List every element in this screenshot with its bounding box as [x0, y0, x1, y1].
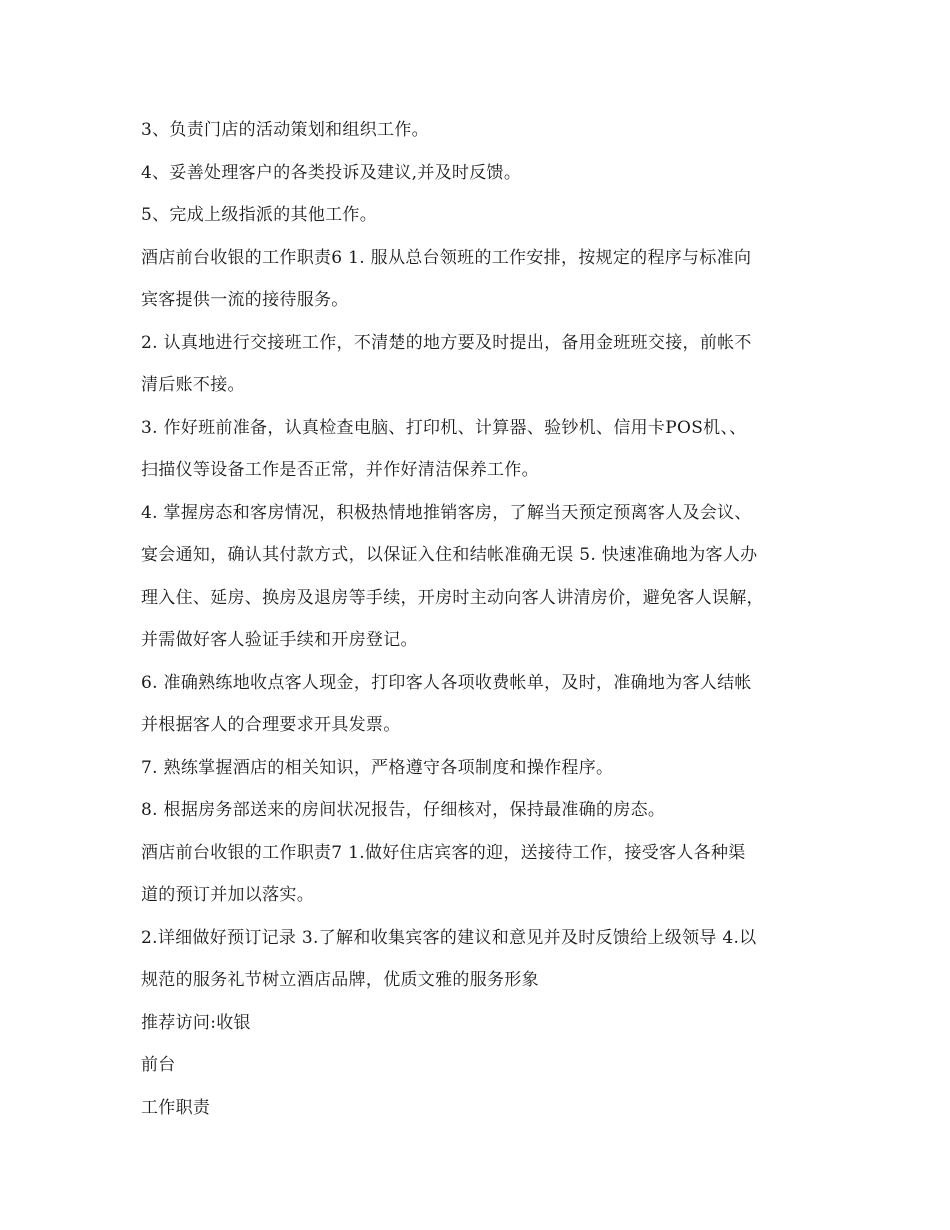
text-line: 7. 熟练掌握酒店的相关知识，严格遵守各项制度和操作程序。	[141, 757, 614, 778]
text-line: 2.详细做好预订记录 3.了解和收集宾客的建议和意见并及时反馈给上级领导 4.以	[141, 927, 757, 948]
text-line: 3、负责门店的活动策划和组织工作。	[141, 120, 429, 140]
text-line: 清后账不接。	[141, 375, 245, 395]
text-line: 工作职责	[141, 1097, 211, 1118]
text-line: 6. 准确熟练地收点客人现金，打印客人各项收费帐单，及时，准确地为客人结帐	[141, 672, 752, 693]
text-line: 4. 掌握房态和客房情况，积极热情地推销客房，了解当天预定预离客人及会议、	[141, 502, 752, 523]
text-line: 道的预订并加以落实。	[141, 885, 314, 905]
text-line: 前台	[141, 1055, 176, 1075]
text-line: 并需做好客人验证手续和开房登记。	[141, 630, 418, 650]
text-line: 宴会通知，确认其付款方式，以保证入住和结帐准确无误 5. 快速准确地为客人办	[141, 545, 758, 565]
text-line: 2. 认真地进行交接班工作，不清楚的地方要及时提出，备用金班班交接，前帐不	[141, 332, 752, 353]
document-body	[141, 109, 813, 1129]
text-line: 酒店前台收银的工作职责7 1.做好住店宾客的迎，送接待工作，接受客人各种渠	[141, 842, 746, 863]
text-line: 5、完成上级指派的其他工作。	[141, 205, 378, 225]
text-line: 扫描仪等设备工作是否正常，并作好清洁保养工作。	[141, 460, 539, 480]
text-line: 推荐访问:收银	[141, 1012, 251, 1033]
text-line: 并根据客人的合理要求开具发票。	[141, 715, 401, 735]
text-line: 规范的服务礼节树立酒店品牌，优质文雅的服务形象	[141, 970, 539, 990]
text-line: 理入住、延房、换房及退房等手续，开房时主动向客人讲清房价，避免客人误解，	[141, 587, 764, 608]
text-line: 8. 根据房务部送来的房间状况报告，仔细核对，保持最准确的房态。	[141, 800, 666, 820]
text-line: 3. 作好班前准备，认真检查电脑、打印机、计算器、验钞机、信用卡POS机、、	[141, 417, 747, 438]
text-line: 4、妥善处理客户的各类投诉及建议,并及时反馈。	[141, 162, 522, 183]
text-line: 酒店前台收银的工作职责6 1. 服从总台领班的工作安排，按规定的程序与标准向	[141, 247, 752, 268]
text-line: 宾客提供一流的接待服务。	[141, 290, 349, 310]
